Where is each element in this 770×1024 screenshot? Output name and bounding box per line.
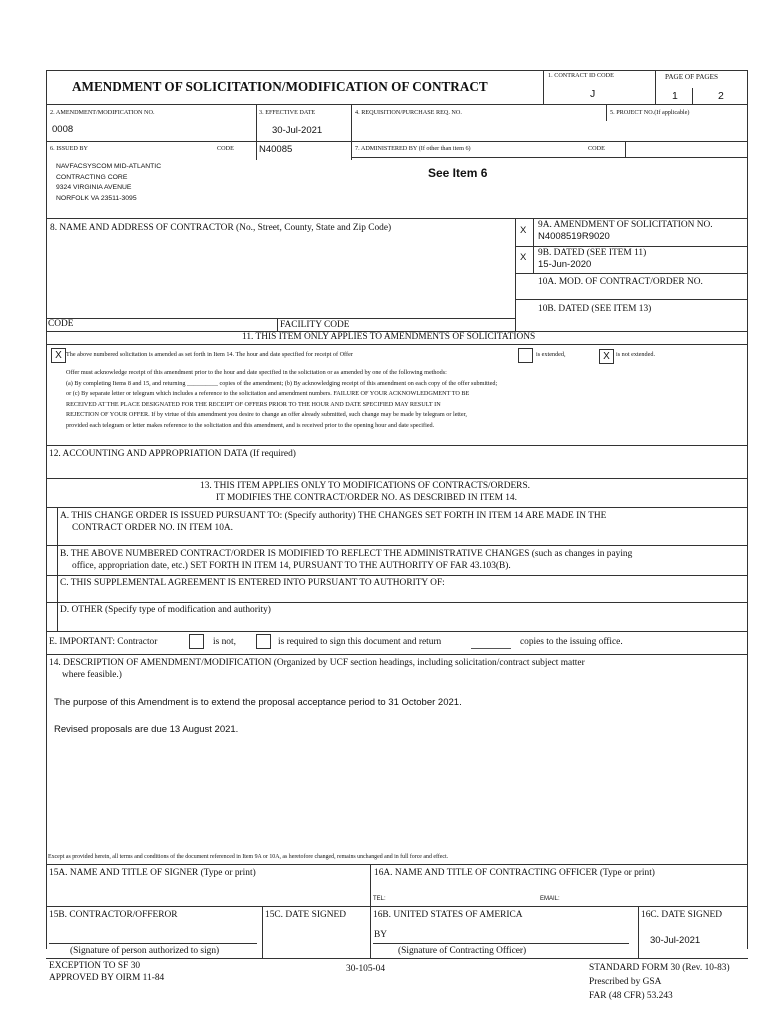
- item9b-check: X: [520, 252, 527, 263]
- officer-date-signed-value: 30-Jul-2021: [650, 935, 701, 946]
- item9a-label: 9A. AMENDMENT OF SOLICITATION NO.: [538, 220, 713, 230]
- page-number: 1: [672, 90, 678, 102]
- see-item-6: See Item 6: [428, 166, 488, 180]
- effective-date-label: 3. EFFECTIVE DATE: [259, 109, 316, 116]
- exception-note: EXCEPTION TO SF 30: [49, 961, 141, 971]
- standard-form-label: STANDARD FORM 30 (Rev. 10-83): [589, 963, 730, 973]
- item11-statement: The above numbered solicitation is amended as set forth in Item 14. The hour and date specified for receipt of Offer: [66, 351, 353, 358]
- total-pages: 2: [718, 90, 724, 102]
- issued-code-value: N40085: [259, 144, 293, 155]
- item13a-line1: A. THIS CHANGE ORDER IS ISSUED PURSUANT TO: (Specify authority) THE CHANGES SET FORTH IN ITEM 14 ARE MADE IN THE: [60, 511, 607, 521]
- item9a-check: X: [520, 225, 527, 236]
- facility-code-label: FACILITY CODE: [280, 320, 350, 330]
- important-label: E. IMPORTANT: Contractor: [49, 637, 158, 647]
- approval-note: APPROVED BY OIRM 11-84: [49, 973, 165, 983]
- item9b-value: 15-Jun-2020: [538, 259, 592, 270]
- is-required-label: is required to sign this document and return: [278, 637, 442, 647]
- admin-code-label: CODE: [588, 145, 605, 152]
- issued-code-label: CODE: [217, 145, 234, 152]
- amendment-purpose: The purpose of this Amendment is to extend the proposal acceptance period to 31 October 2021.: [54, 697, 462, 708]
- form-number: 30-105-04: [346, 964, 386, 974]
- item14-label-1: 14. DESCRIPTION OF AMENDMENT/MODIFICATION (Organized by UCF section headings, including solicitation/contract subject matter: [49, 658, 585, 668]
- administered-by-label: 7. ADMINISTERED BY (If other than item 6): [355, 145, 471, 152]
- form-title: AMENDMENT OF SOLICITATION/MODIFICATION OF CONTRACT: [72, 79, 488, 94]
- officer-email-label: EMAIL:: [540, 896, 560, 902]
- item13b-line2: office, appropriation date, etc.) SET FORTH IN ITEM 14, PURSUANT TO THE AUTHORITY OF FAR 43.103(B).: [72, 561, 511, 571]
- accounting-data-label: 12. ACCOUNTING AND APPROPRIATION DATA (If required): [49, 449, 296, 459]
- contractor-date-signed-label: 15C. DATE SIGNED: [265, 910, 346, 920]
- item9b-label: 9B. DATED (SEE ITEM 11): [538, 248, 647, 258]
- item13a-line2: CONTRACT ORDER NO. IN ITEM 10A.: [72, 523, 234, 533]
- amendment-no-label: 2. AMENDMENT/MODIFICATION NO.: [50, 109, 155, 116]
- requisition-label: 4. REQUISITION/PURCHASE REQ. NO.: [355, 109, 462, 116]
- contractor-signature-caption: (Signature of person authorized to sign): [70, 946, 220, 956]
- amended-checkbox[interactable]: X: [51, 348, 66, 363]
- item11-heading: 11. THIS ITEM ONLY APPLIES TO AMENDMENTS OF SOLICITATIONS: [242, 332, 536, 342]
- item13d-label: D. OTHER (Specify type of modification and authority): [60, 605, 271, 615]
- by-label: BY: [374, 930, 388, 940]
- united-states-label: 16B. UNITED STATES OF AMERICA: [373, 910, 523, 920]
- officer-date-signed-label: 16C. DATE SIGNED: [641, 910, 722, 920]
- prescribed-by-label: Prescribed by GSA: [589, 977, 662, 987]
- officer-tel-label: TEL:: [373, 896, 386, 902]
- project-no-label: 5. PROJECT NO.(If applicable): [610, 109, 690, 116]
- not-extended-label: is not extended.: [616, 351, 656, 358]
- officer-signature-line[interactable]: [373, 943, 629, 944]
- officer-signature-caption: (Signature of Contracting Officer): [398, 946, 527, 956]
- far-reference: FAR (48 CFR) 53.243: [589, 991, 673, 1001]
- item13b-line1: B. THE ABOVE NUMBERED CONTRACT/ORDER IS MODIFIED TO REFLECT THE ADMINISTRATIVE CHANGES (such as changes in paying: [60, 549, 633, 559]
- issued-by-label: 6. ISSUED BY: [50, 145, 88, 152]
- item13-heading-1: 13. THIS ITEM APPLIES ONLY TO MODIFICATIONS OF CONTRACTS/ORDERS.: [200, 481, 530, 491]
- terms-unchanged-note: Except as provided herein, all terms and conditions of the document referenced in Item 9A or 10A, as heretofore changed, remains unchanged and in full force and effect.: [48, 854, 449, 860]
- is-not-label: is not,: [213, 637, 236, 647]
- item14-label-2: where feasible.): [62, 670, 122, 680]
- item10b-label: 10B. DATED (SEE ITEM 13): [538, 304, 652, 314]
- item13c-label: C. THIS SUPPLEMENTAL AGREEMENT IS ENTERED INTO PURSUANT TO AUTHORITY OF:: [60, 578, 445, 588]
- is-not-checkbox[interactable]: [189, 634, 204, 649]
- signer-name-label: 15A. NAME AND TITLE OF SIGNER (Type or print): [49, 868, 256, 878]
- revised-proposals-note: Revised proposals are due 13 August 2021.: [54, 724, 239, 735]
- item9a-value: N4008519R9020: [538, 231, 610, 242]
- contract-id-label: 1. CONTRACT ID CODE: [548, 72, 614, 79]
- contractor-signature-line[interactable]: [49, 943, 257, 944]
- not-extended-checkbox[interactable]: X: [599, 349, 614, 364]
- contractor-offeror-label: 15B. CONTRACTOR/OFFEROR: [49, 910, 178, 920]
- contract-id-value: J: [590, 88, 596, 100]
- issuer-address: NAVFACSYSCOM MID-ATLANTIC CONTRACTING CORE 9324 VIRGINIA AVENUE NORFOLK VA 23511-3095: [56, 163, 162, 202]
- contracting-officer-label: 16A. NAME AND TITLE OF CONTRACTING OFFICER (Type or print): [374, 868, 655, 878]
- amendment-no-value: 0008: [52, 124, 74, 135]
- page-of-pages-label: PAGE OF PAGES: [665, 73, 718, 81]
- item11-instructions: Offer must acknowledge receipt of this amendment prior to the hour and date specified in the solicitation or as amended by one of the following methods: (a) By completing Items 8 and 15, and returning __________ copies of the amendment; (b) By acknowledging receipt of this amendment on each copy of the offer submitted; or (c) By separate letter or telegram which includes a reference to the solicitation and amendment numbers. FAILURE OF YOUR ACKNOWLEDGMENT TO BE RECEIVED AT THE PLACE DESIGNATED FOR THE RECEIPT OF OFFERS PRIOR TO THE HOUR AND DATE SPECIFIED MAY RESULT IN REJECTION OF YOUR OFFER. If by virtue of this amendment you desire to change an offer already submitted, such change may be made by telegram or letter, provided each telegram or letter makes reference to the solicitation and this amendment, and is received prior to the opening hour and date specified.: [66, 369, 498, 429]
- is-required-checkbox[interactable]: [256, 634, 271, 649]
- copies-label: copies to the issuing office.: [520, 637, 623, 647]
- item10a-label: 10A. MOD. OF CONTRACT/ORDER NO.: [538, 277, 703, 287]
- effective-date-value: 30-Jul-2021: [272, 125, 323, 136]
- contractor-code-label: CODE: [48, 319, 74, 329]
- extended-label: is extended,: [536, 351, 566, 358]
- item13-heading-2: IT MODIFIES THE CONTRACT/ORDER NO. AS DESCRIBED IN ITEM 14.: [216, 493, 517, 503]
- contractor-address-label: 8. NAME AND ADDRESS OF CONTRACTOR (No., Street, County, State and Zip Code): [50, 223, 392, 233]
- extended-checkbox[interactable]: [518, 348, 533, 363]
